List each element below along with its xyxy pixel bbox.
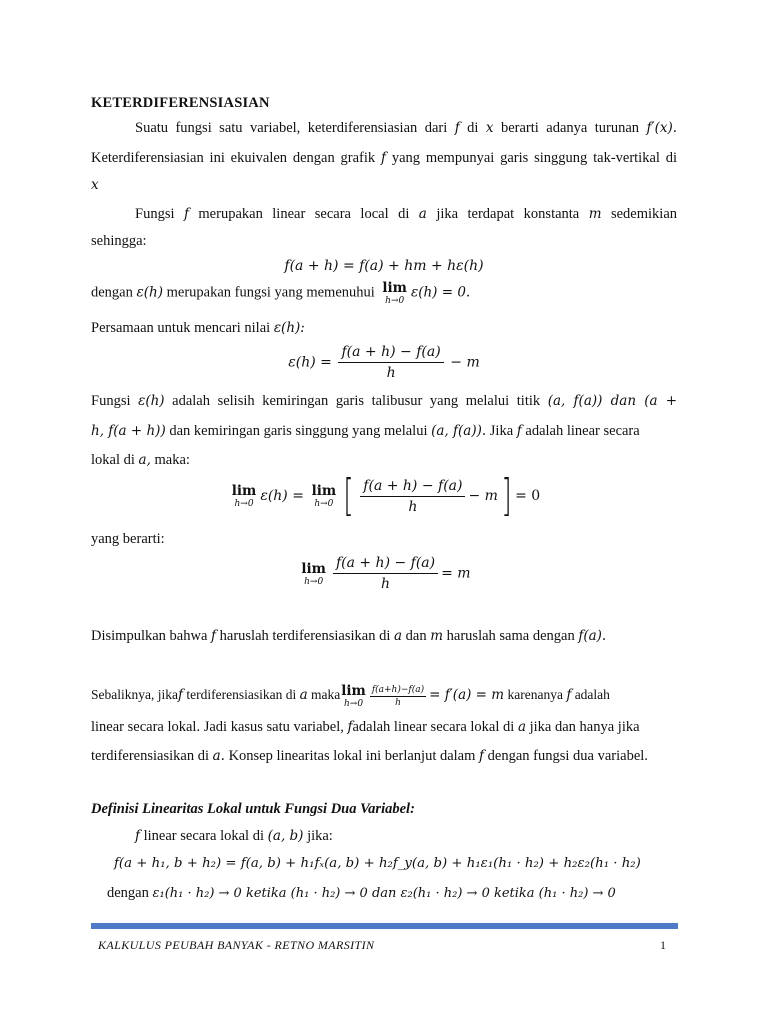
para8-line3: terdiferensiasikan di a. Konsep linearitas lokal ini berlanjut dalam f dengan fungsi dua variabel. xyxy=(91,748,648,764)
fraction: $\frac{f(a + h) - f(a)}{h}$ xyxy=(338,342,443,383)
right-bracket: ] xyxy=(501,470,512,521)
para5-line3: lokal di a, maka: xyxy=(91,452,190,468)
para3-line: dengan ε(h) merupakan fungsi yang memenuhui lim h→0 ε(h) = 0. xyxy=(91,280,471,306)
para5-line2: h, f(a + h)) dan kemiringan garis singgung yang melalui (a, f(a)). Jika f adalah linear secara xyxy=(91,423,640,439)
page-number: 1 xyxy=(660,938,666,952)
fraction: $\frac{f(a + h) - f(a)}{h}$ xyxy=(333,553,438,594)
para4-line: Persamaan untuk mencari nilai ε(h): xyxy=(91,320,305,336)
limit-operator: lim h→0 xyxy=(231,483,257,509)
section-title: KETERDIFERENSIASIAN xyxy=(91,95,270,111)
left-bracket: [ xyxy=(343,470,354,521)
definition-title: Definisi Linearitas Lokal untuk Fungsi Dua Variabel: xyxy=(91,801,415,817)
equation-3: lim h→0 ε(h) = lim h→0 [ $\frac{f(a + h) - f(a)}{h}$ − m] = 0 xyxy=(231,470,541,521)
para2-line1: Fungsi f merupakan linear secara local di a jika terdapat konstanta m sedemikian xyxy=(135,206,678,222)
limit-operator: lim h→0 xyxy=(301,560,326,587)
small-fraction: $\frac{f(a+h)-f(a)}{h}$ xyxy=(371,684,425,708)
limit-operator: lim h→0 xyxy=(382,280,407,306)
limit-operator: lim h→0 xyxy=(311,483,337,509)
para8-line2: linear secara lokal. Jadi kasus satu variabel, fadalah linear secara lokal di a jika dan hanya jika xyxy=(91,719,640,735)
para8-line1: Sebaliknya, jikaf terdiferensiasikan di a maka lim h→0 $\frac{f(a+h)-f(a)}{h}$ = f′(a) = m karenanya f adalah xyxy=(91,683,610,709)
para1-line2: Keterdiferensiasian ini ekuivalen dengan grafik f yang mempunyai garis singgung tak-vertikal di xyxy=(91,150,678,166)
para6-line: yang berarti: xyxy=(91,531,165,547)
footer-author: KALKULUS PEUBAH BANYAK - RETNO MARSITIN xyxy=(98,938,375,952)
para7-line: Disimpulkan bahwa f haruslah terdiferensiasikan di a dan m haruslah sama dengan f(a). xyxy=(91,628,607,644)
equation-2: ε(h) = $\frac{f(a + h) - f(a)}{h}$ − m xyxy=(288,344,480,381)
equation-6: dengan ε₁(h₁ · h₂) → 0 ketika (h₁ · h₂) → 0 dan ε₂(h₁ · h₂) → 0 ketika (h₁ · h₂) → 0 xyxy=(107,885,616,901)
para2-line2: sehingga: xyxy=(91,233,147,249)
equation-5: f(a + h₁, b + h₂) = f(a, b) + h₁fₓ(a, b) + h₂f_y(a, b) + h₁ε₁(h₁ · h₂) + h₂ε₂(h₁ · h₂) xyxy=(114,856,641,871)
footer-rule xyxy=(91,923,678,929)
equation-4: lim h→0 $\frac{f(a + h) - f(a)}{h}$ = m xyxy=(301,555,471,592)
fraction: $\frac{f(a + h) - f(a)}{h}$ xyxy=(360,476,465,517)
equation-1: f(a + h) = f(a) + hm + hε(h) xyxy=(284,258,484,274)
para1-line1: Suatu fungsi satu variabel, keterdiferensiasian dari f di x berarti adanya turunan f′(x). xyxy=(135,120,678,136)
limit-operator: lim h→0 xyxy=(341,683,366,709)
para5-line1: Fungsi ε(h) adalah selisih kemiringan garis talibusur yang melalui titik (a, f(a)) dan (a + xyxy=(91,393,678,409)
para1-line3: x xyxy=(91,177,99,193)
definition-line1: f linear secara lokal di (a, b) jika: xyxy=(135,828,333,844)
